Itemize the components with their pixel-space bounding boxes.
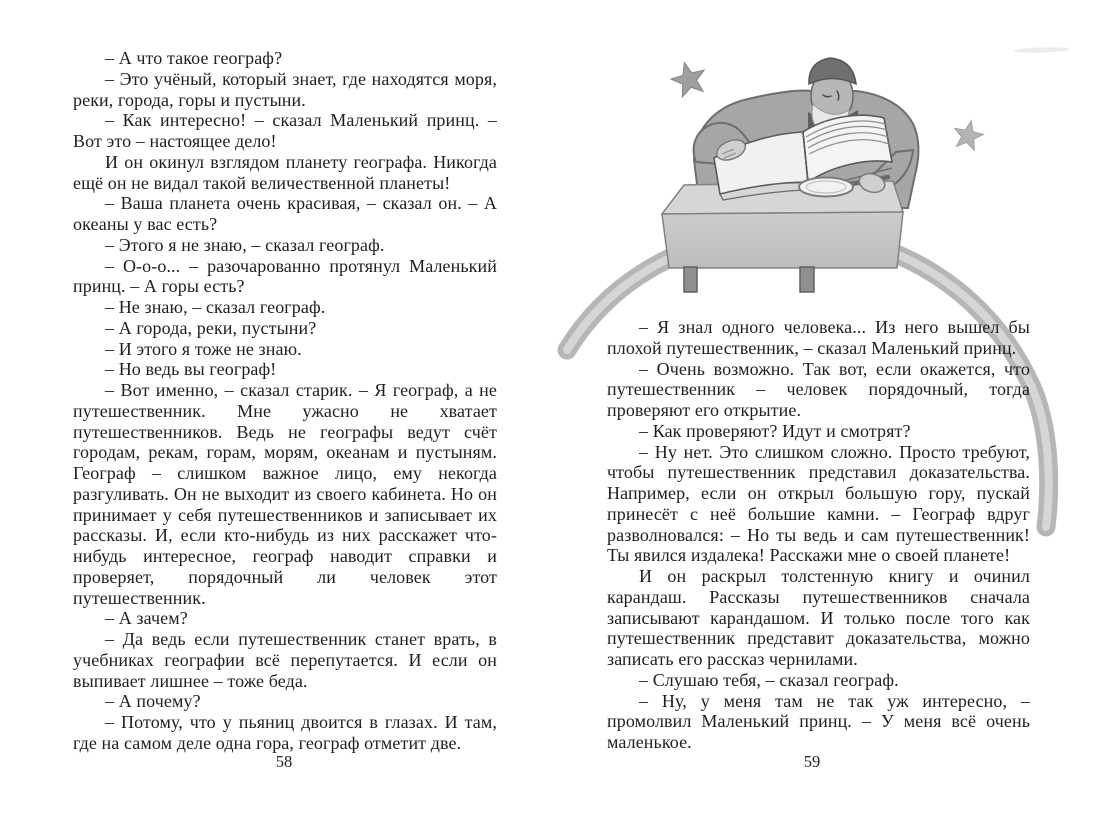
paragraph: И он раскрыл толстенную книгу и очинил карандаш. Рассказы путешественников сначала записывают карандашом. И только после того как путешественник представит доказательства, можно записать его рассказ чернилами.: [607, 566, 1030, 669]
paragraph: – Очень возможно. Так вот, если окажется, что путешественник – человек порядочный, тогда проверяют его открытие.: [607, 358, 1030, 420]
paragraph: – Да ведь если путешественник станет врать, в учебниках географии всё перепутается. И если он выпивает лишнее – тоже беда.: [73, 629, 497, 691]
paragraph: – И этого я тоже не знаю.: [105, 338, 302, 359]
paragraph: – Как интересно! – сказал Маленький принц. – Вот это – настоящее дело!: [73, 110, 497, 151]
paragraph: – Этого я не знаю, – сказал географ.: [105, 234, 385, 255]
paragraph: – Слушаю тебя, – сказал географ.: [639, 669, 899, 690]
right-page: [607, 317, 1030, 753]
page-number-right: 59: [803, 752, 821, 771]
paragraph: – А что такое географ?: [105, 48, 283, 68]
paragraph: – А почему?: [105, 691, 201, 712]
paragraph: – Ну нет. Это слишком сложно. Просто требуют, чтобы путешественник представил доказательства. Например, если он открыл большую гору, пускай принесёт с неё большие камни. – Географ вдруг разволновался: – Но ты ведь и сам путешественник! Ты явился издалека! Расскажи мне о своей планете!: [607, 441, 1030, 566]
page-number-left: 58: [275, 752, 293, 771]
paragraph: – Я знал одного человека... Из него вышел бы плохой путешественник, – сказал Маленький принц.: [607, 317, 1030, 358]
paragraph: – А города, реки, пустыни?: [105, 317, 317, 338]
paragraph: – А зачем?: [105, 608, 188, 629]
paragraph: – Не знаю, – сказал географ.: [105, 297, 326, 317]
paragraph: – Но ведь вы географ!: [105, 359, 277, 380]
left-page: [73, 48, 497, 754]
paragraph: И он окинул взглядом планету географа. Никогда ещё он не видал такой величественной планеты!: [73, 151, 497, 193]
paragraph: – Ну, у меня там не так уж интересно, – промолвил Маленький принц. – У меня всё очень маленькое.: [607, 690, 1030, 752]
paragraph: – Вот именно, – сказал старик. – Я географ, а не путешественник. Мне ужасно не хватает путешественников. Ведь не географы ведут счёт городам, рекам, горам, морям, океанам и пустыням. Географ – слишком важное лицо, ему некогда разгуливать. Он не выходит из своего кабинета. Но он принимает у себя путешественников и записывает их рассказы. И, если кто-нибудь из них расскажет что-нибудь интересное, географ наводит справки и проверяет, порядочный ли человек этот путешественник.: [73, 380, 497, 608]
paragraph: – Как проверяют? Идут и смотрят?: [639, 420, 911, 441]
paragraph: – О-о-о... – разочарованно протянул Маленький принц. – А горы есть?: [73, 255, 497, 297]
paragraph: – Потому, что у пьяниц двоится в глазах. И там, где на самом деле одна гора, географ отметит две.: [73, 712, 497, 753]
paragraph: – Ваша планета очень красивая, – сказал он. – А океаны у вас есть?: [73, 193, 497, 234]
paragraph: – Это учёный, который знает, где находятся моря, реки, города, горы и пустыни.: [73, 68, 497, 110]
